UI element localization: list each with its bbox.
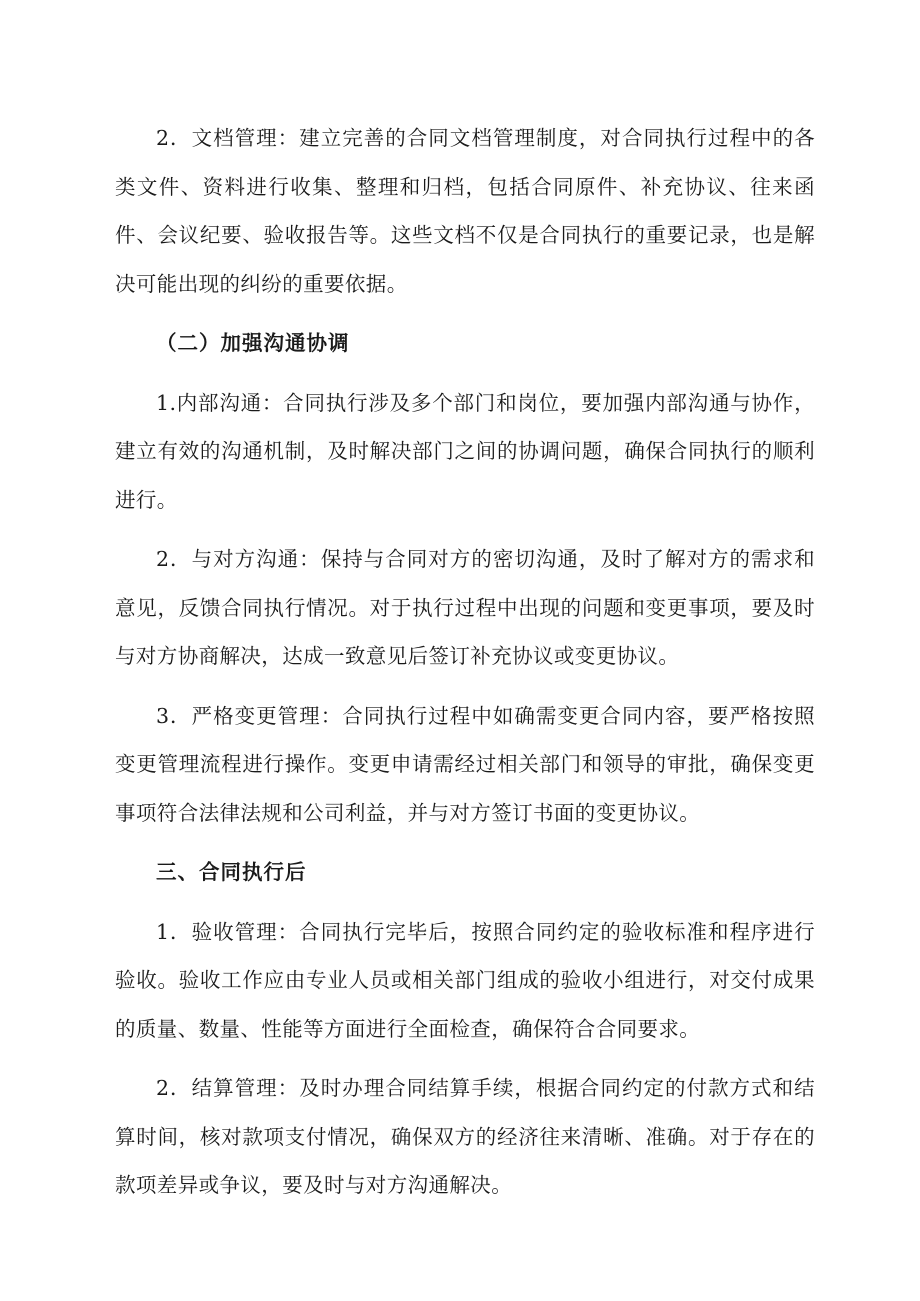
paragraph-acceptance-management: 1．验收管理：合同执行完毕后，按照合同约定的验收标准和程序进行验收。验收工作应由专业人员或相关部门组成的验收小组进行，对交付成果的质量、数量、性能等方面进行全面检查，确保符合合同要求。 xyxy=(115,919,815,1041)
paragraph-change-management: 3．严格变更管理：合同执行过程中如确需变更合同内容，要严格按照变更管理流程进行操作。变更申请需经过相关部门和领导的审批，确保变更事项符合法律法规和公司利益，并与对方签订书面的变更协议。 xyxy=(115,703,815,825)
section-heading-communication: （二）加强沟通协调 xyxy=(156,331,350,355)
section-heading-after-execution: 三、合同执行后 xyxy=(156,860,307,884)
paragraph-settlement-management: 2．结算管理：及时办理合同结算手续，根据合同约定的付款方式和结算时间，核对款项支付情况，确保双方的经济往来清晰、准确。对于存在的款项差异或争议，要及时与对方沟通解决。 xyxy=(115,1076,815,1197)
paragraph-internal-communication: 1.内部沟通：合同执行涉及多个部门和岗位，要加强内部沟通与协作，建立有效的沟通机制，及时解决部门之间的协调问题，确保合同执行的顺利进行。 xyxy=(115,390,815,512)
paragraph-counterparty-communication: 2．与对方沟通：保持与合同对方的密切沟通，及时了解对方的需求和意见，反馈合同执行情况。对于执行过程中出现的问题和变更事项，要及时与对方协商解决，达成一致意见后签订补充协议或变更协议。 xyxy=(115,547,815,668)
document-body xyxy=(115,114,815,1221)
paragraph-document-management: 2．文档管理：建立完善的合同文档管理制度，对合同执行过程中的各类文件、资料进行收集、整理和归档，包括合同原件、补充协议、往来函件、会议纪要、验收报告等。这些文档不仅是合同执行的重要记录，也是解决可能出现的纠纷的重要依据。 xyxy=(115,126,815,296)
